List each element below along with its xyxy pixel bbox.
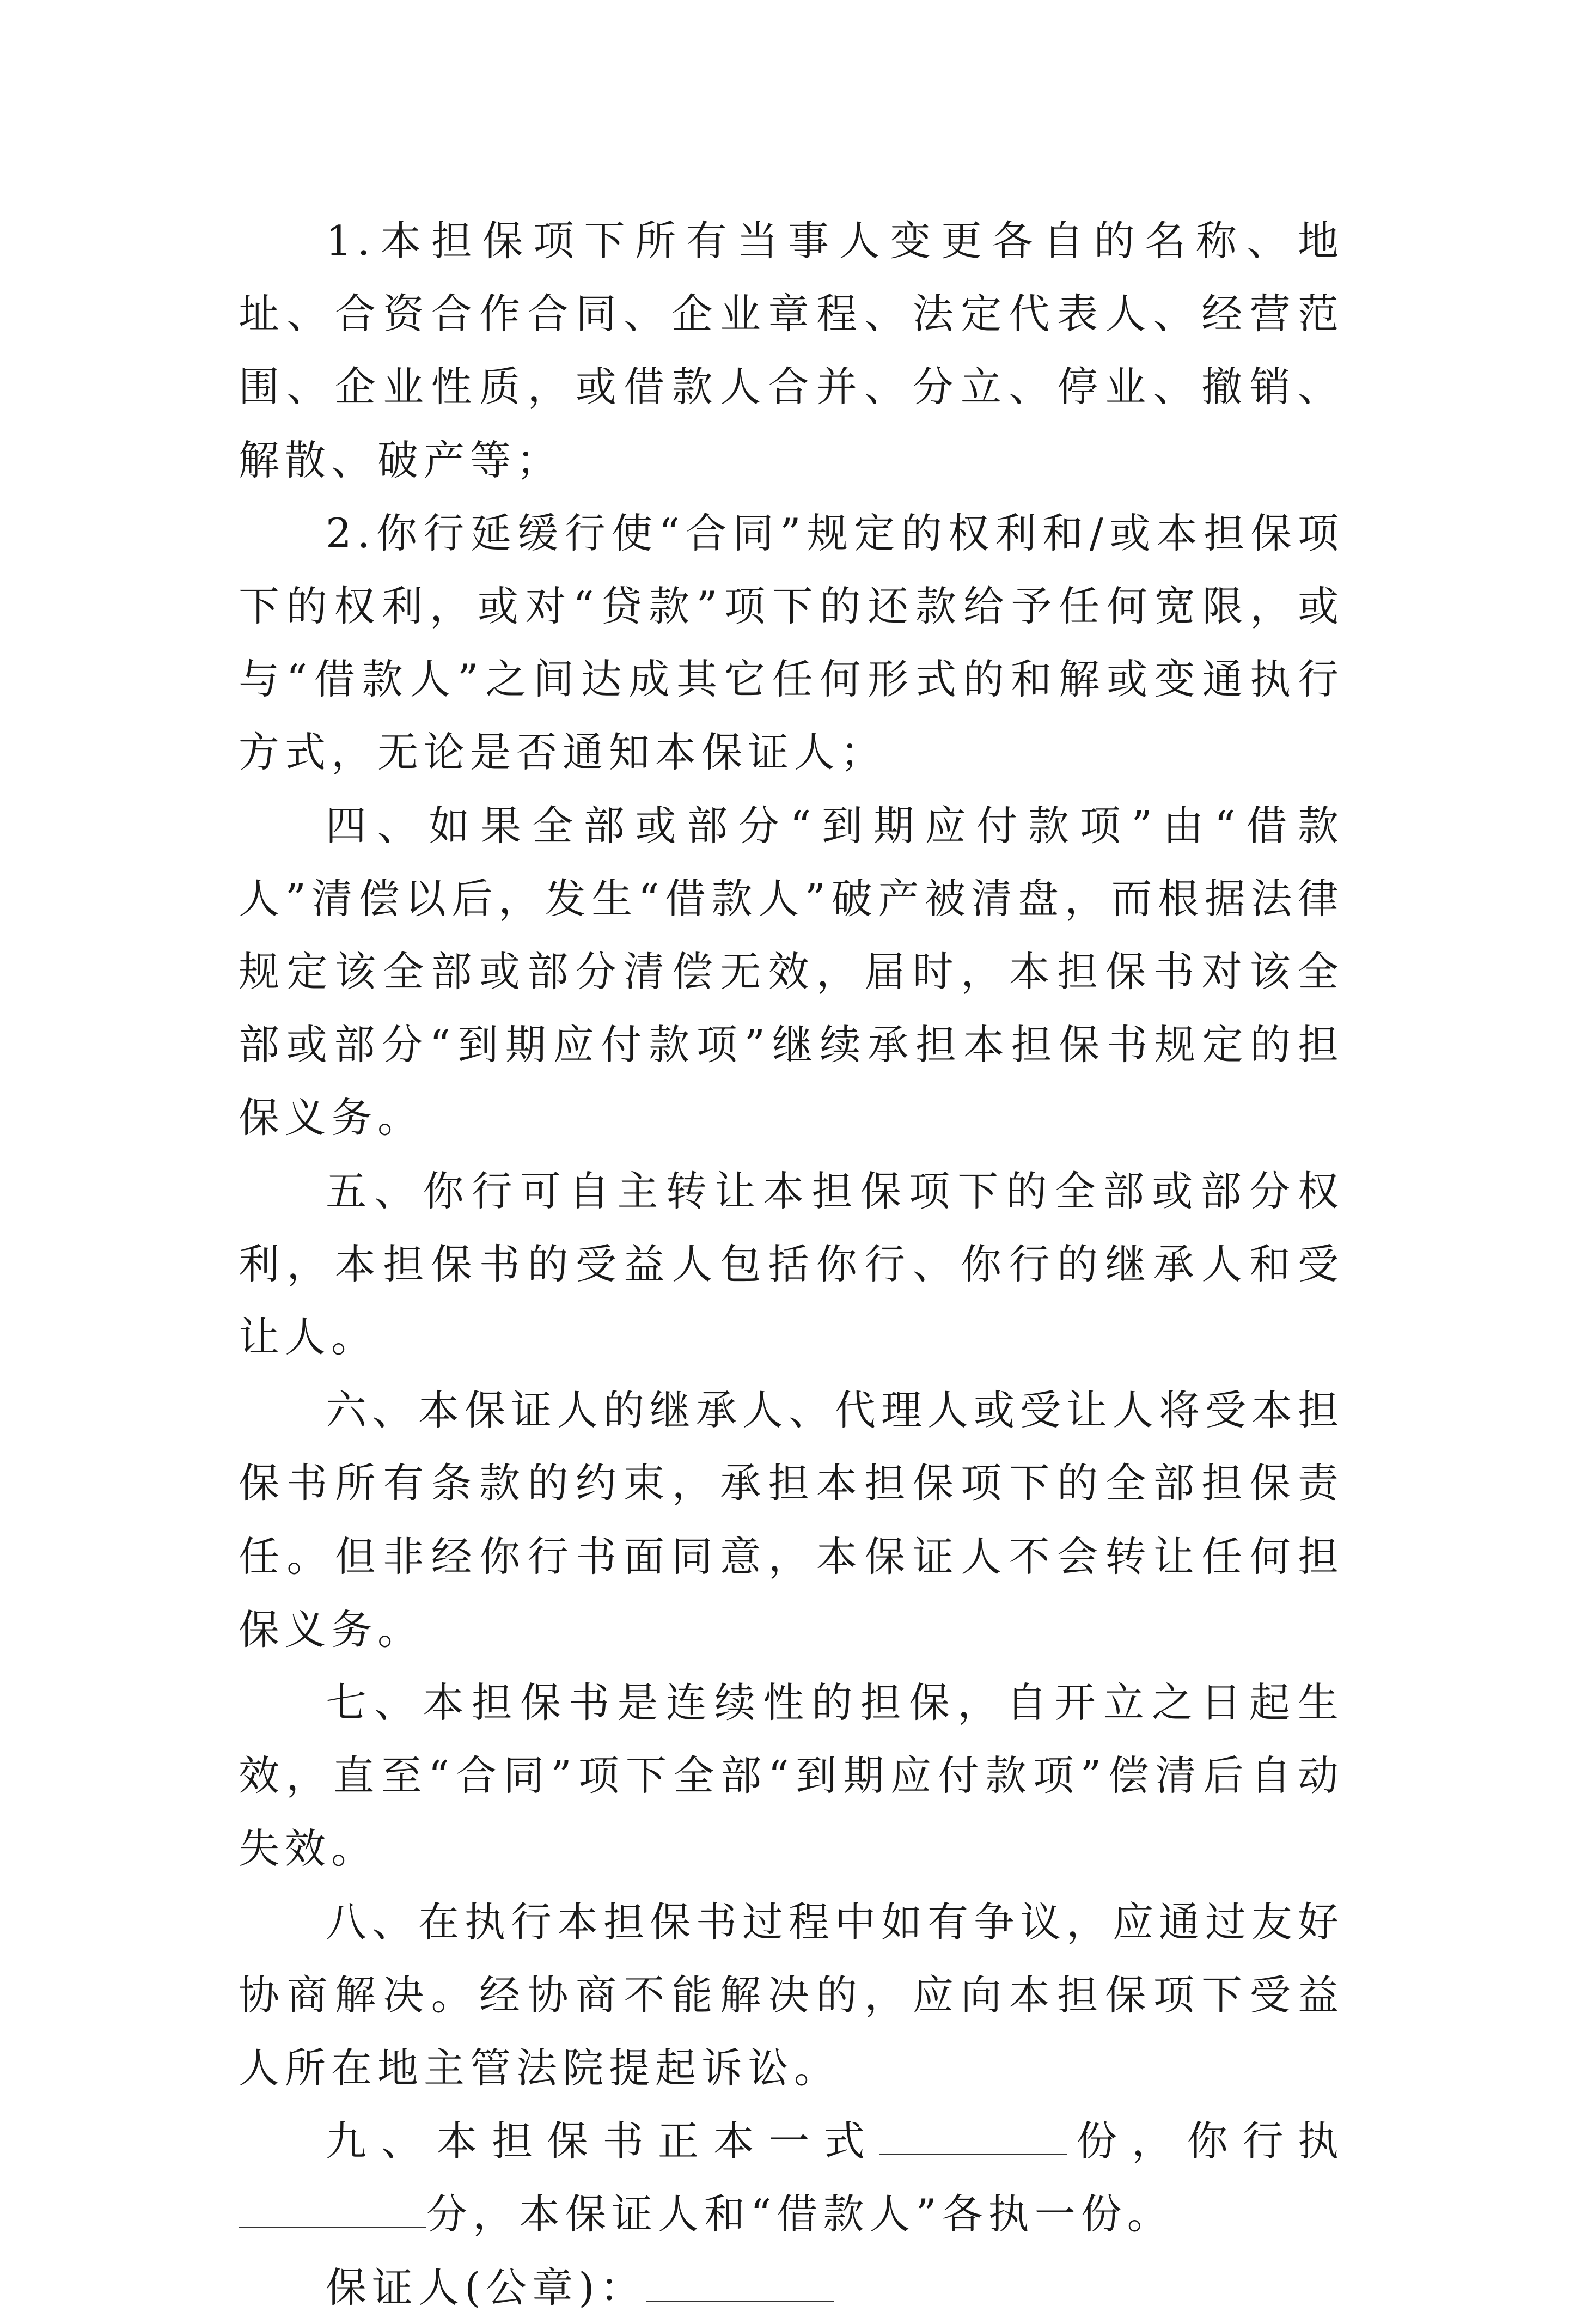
signature-line bbox=[239, 2251, 1344, 2324]
paragraph-item-2: 2.你行延缓行使“合同”规定的权利和/或本担保项下的权利，或对“贷款”项下的还款给予任何宽限，或与“借款人”之间达成其它任何形式的和解或变通执行方式，无论是否通知本保证人； bbox=[239, 509, 1344, 777]
paragraph-item-1: 1.本担保项下所有当事人变更各自的名称、地址、合资合作合同、企业章程、法定代表人、经营范围、企业性质，或借款人合并、分立、停业、撤销、解散、破产等； bbox=[239, 217, 1344, 484]
paragraph-clause-9 bbox=[239, 2105, 1344, 2250]
clause9-text-3: 分，本保证人和“借款人”各执一份。 bbox=[426, 2190, 1174, 2238]
paragraph-clause-4: 四、如果全部或部分“到期应付款项”由“借款人”清偿以后，发生“借款人”破产被清盘，而根据法律规定该全部或部分清偿无效，届时，本担保书对该全部或部分“到期应付款项”继续承担本担保书规定的担保义务。 bbox=[239, 801, 1344, 1142]
clause9-text-2: 份，你行执 bbox=[1067, 2117, 1344, 2166]
paragraph-clause-7: 七、本担保书是连续性的担保，自开立之日起生效，直至“合同”项下全部“到期应付款项”偿清后自动失效。 bbox=[239, 1679, 1344, 1873]
paragraph-clause-5: 五、你行可自主转让本担保项下的全部或部分权利，本担保书的受益人包括你行、你行的继承人和受让人。 bbox=[239, 1167, 1344, 1362]
paragraph-clause-8: 八、在执行本担保书过程中如有争议，应通过友好协商解决。经协商不能解决的，应向本担保项下受益人所在地主管法院提起诉讼。 bbox=[239, 1898, 1345, 2093]
signature-label: 保证人(公章)： bbox=[326, 2263, 646, 2311]
clause9-text-1: 九、本担保书正本一式 bbox=[326, 2117, 879, 2166]
signature-blank bbox=[646, 2262, 834, 2302]
copies-count-blank bbox=[879, 2116, 1067, 2155]
paragraph-clause-6: 六、本保证人的继承人、代理人或受让人将受本担保书所有条款的约束，承担本担保项下的全部担保责任。但非经你行书面同意，本保证人不会转让任何担保义务。 bbox=[239, 1386, 1345, 1654]
bank-copies-blank bbox=[239, 2189, 426, 2228]
document-body bbox=[239, 204, 1344, 2324]
